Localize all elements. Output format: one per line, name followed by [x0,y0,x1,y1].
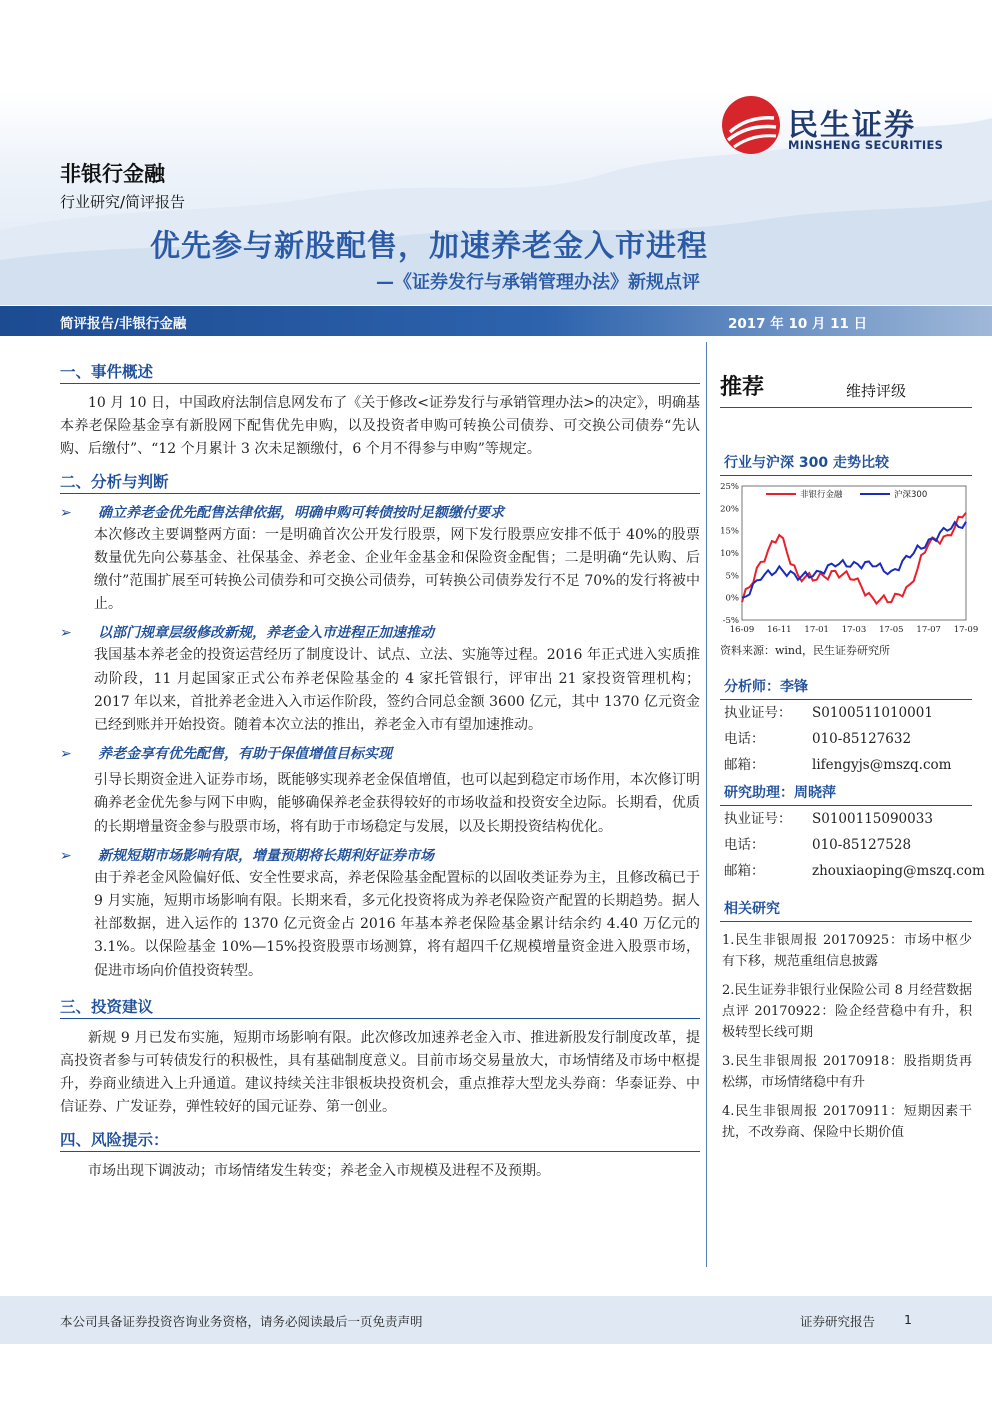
y-tick-label: -5% [722,616,739,626]
x-tick-label: 16-11 [767,625,792,635]
column-divider [706,342,707,1267]
bullet-title: 养老金享有优先配售，有助于保值增值目标实现 [98,746,392,763]
analyst-mail-row [720,752,972,778]
bullet-text-2: 我国基本养老金的投资运营经历了制度设计、试点、立法、实施等过程。2016 年正式进入实质推动阶段，11 月起国家正式公布养老保险基金的 4 家托管银行，评审出 21 家投资管理机构；2017 年以来，首批养老金进入入市运作阶段，签约合同总金额 3600 亿元，其中 1370 亿元资金已经到账并开始投资。随着本次立法的推出，养老金入市有望加速推动。 [94,647,700,734]
bullet-heading-2 [60,622,700,644]
related-research-heading: 相关研究 [720,894,972,922]
related-item[interactable]: 2.民生证券非银行业保险公司 8 月经营数据点评 20170922：险企经营稳中有升，积极转型长线可期 [722,983,972,1040]
section-3-text: 新规 9 月已发布实施，短期市场影响有限。此次修改加速养老金入市、推进新股发行制度改革，提高投资者参与可转债发行的积极性，具有基础制度意义。目前市场交易量放大，市场情绪及市场中枢提升，券商业绩进入上升通道。建议持续关注非银板块投资机会，重点推荐大型龙头券商：华泰证券、中信证券、广发证券，弹性较好的国元证券、第一创业。 [60,1029,700,1116]
footer [0,1296,992,1344]
title-bar [0,306,992,336]
series-line-industry [742,513,966,604]
bullet-arrow-icon: ➢ [60,847,72,864]
assistant-mail-row [720,858,985,884]
x-tick-label: 17-03 [841,625,867,635]
brand-logo [720,94,970,156]
analyst-tel-row [720,726,972,752]
plot-frame [742,486,966,620]
rating-maintain: 维持评级 [846,382,907,400]
series-line-hs300 [742,522,966,598]
info-value: 010-85127528 [812,837,912,853]
info-value: S0100115090033 [812,811,933,827]
trend-chart [720,480,979,640]
y-tick-label: 25% [720,482,739,492]
bullet-arrow-icon: ➢ [60,504,72,521]
section-heading-3: 三、投资建议 [60,995,700,1019]
info-key: 执业证号： [724,811,792,827]
email-link[interactable]: zhouxiaoping@mszq.com [812,863,985,879]
section-heading-4: 四、风险提示： [60,1128,700,1152]
sidebar [720,360,985,1143]
y-tick-label: 15% [720,526,739,537]
info-key: 电话： [724,731,765,747]
section-heading-1: 一、事件概述 [60,360,700,384]
y-tick-label: 0% [725,593,739,604]
assistant-tel-row [720,832,972,858]
sector-label: 非银行金融 [60,162,165,186]
rating-label: 推荐 [720,375,765,400]
assistant-heading: 研究助理：周晓萍 [720,778,972,806]
bullet-text-3: 引导长期资金进入证券市场，既能够实现养老金保值增值，也可以起到稳定市场作用，本次修订明确养老金优先参与网下申购，能够确保养老金获得较好的市场收益和投资安全边际。长期看，优质的长期增量资金参与股票市场，将有助于市场稳定与发展，以及长期投资结构优化。 [94,772,700,835]
info-key: 电话： [724,837,765,853]
footer-disclaimer: 本公司具备证券投资咨询业务资格，请务必阅读最后一页免责声明 [60,1314,423,1329]
info-key: 执业证号： [724,705,792,721]
bullet-text-1: 本次修改主要调整两方面：一是明确首次公开发行股票，网下发行股票应安排不低于 40%的股票数量优先向公募基金、社保基金、养老金、企业年金基金和保险资金配售；二是明确“先认购、后缴付”范围扩展至可转换公司债券和可交换公司债券，可转换公司债券发行不足 70%的发行将被中止。 [94,526,700,613]
x-tick-label: 17-07 [916,625,941,635]
related-item[interactable]: 4.民生非银周报 20170911：短期因素干扰，不改券商、保险中长期价值 [722,1104,972,1140]
bullet-text-4: 由于养老金风险偏好低、安全性要求高，养老保险基金配置标的以固收类证券为主，且修改稿已于 9 月实施，短期市场影响有限。长期来看，多元化投资将成为养老保险资产配置的长期趋势。据人社部数据，进入运作的 1370 亿元资金占 2016 年基本养老保险基金累计结余约 4.40 万亿元的 3.1%。以保险基金 10%—15%投资股票市场测算，将有超四千亿规模增量资金进入股票市场，促进市场向价值投资转型。 [94,869,700,979]
logo-text-en: MINSHENG SECURITIES [788,138,944,152]
logo-icon [720,94,782,156]
x-tick-label: 16-09 [729,625,755,635]
bar-category: 简评报告/非银行金融 [60,316,187,332]
y-tick-label: 5% [725,571,739,582]
info-key: 邮箱： [724,757,765,773]
bullet-arrow-icon: ➢ [60,746,72,763]
page-number: 1 [904,1312,912,1327]
bullet-title: 以部门规章层级修改新规，养老金入市进程正加速推动 [98,625,434,642]
x-tick-label: 17-05 [879,625,904,635]
related-item[interactable]: 3.民生非银周报 20170918：股指期货再松绑，市场情绪稳中有升 [722,1054,972,1090]
x-tick-label: 17-01 [804,625,829,635]
legend-label: 非银行金融 [800,490,843,500]
report-title: 优先参与新股配售，加速养老金入市进程 [150,229,708,264]
footer-label: 证券研究报告 [800,1314,876,1329]
section-1-text: 10 月 10 日，中国政府法制信息网发布了《关于修改<证券发行与承销管理办法>的决定》，明确基本养老保险基金享有新股网下配售优先申购，以及投资者申购可转换公司债券、可交换公司债券“先认购、后缴付”、“12 个月累计 3 次未足额缴付，6 个月不得参与申购”等规定。 [60,395,700,458]
related-item[interactable]: 1.民生非银周报 20170925：市场中枢少有下移，规范重组信息披露 [722,933,972,969]
section-heading-2: 二、分析与判断 [60,470,700,494]
bullet-title: 确立养老金优先配售法律依据，明确申购可转债按时足额缴付要求 [98,504,504,521]
bullet-title: 新规短期市场影响有限，增量预期将长期利好证券市场 [98,847,434,864]
bullet-heading-3 [60,743,700,765]
legend-label: 沪深300 [894,490,928,500]
assistant-cert-row [720,806,972,832]
chart-title: 行业与沪深 300 走势比较 [720,448,972,476]
report-date: 2017 年 10 月 11 日 [728,316,868,332]
y-tick-label: 10% [720,549,739,559]
info-key: 邮箱： [724,863,765,879]
info-value: 010-85127632 [812,731,912,747]
analyst-heading: 分析师：李锋 [720,672,972,700]
analyst-cert-row [720,700,972,726]
bullet-heading-1 [60,502,700,524]
bullet-arrow-icon: ➢ [60,625,72,642]
report-subtitle: —《证券发行与承销管理办法》新规点评 [376,272,700,293]
main-content [60,360,700,1189]
bullet-heading-4 [60,845,700,867]
logo-text-cn: 民生证券 [788,108,916,143]
report-type-label: 行业研究/简评报告 [60,193,186,211]
info-value: S0100511010001 [812,705,933,721]
chart-source: 资料来源：wind，民生证券研究所 [720,644,891,657]
x-tick-label: 17-09 [953,625,979,635]
email-link[interactable]: lifengyjs@mszq.com [812,757,952,773]
section-4-text: 市场出现下调波动；市场情绪发生转变；养老金入市规模及进程不及预期。 [88,1162,550,1179]
rating-box [720,360,972,408]
y-tick-label: 20% [720,504,739,515]
